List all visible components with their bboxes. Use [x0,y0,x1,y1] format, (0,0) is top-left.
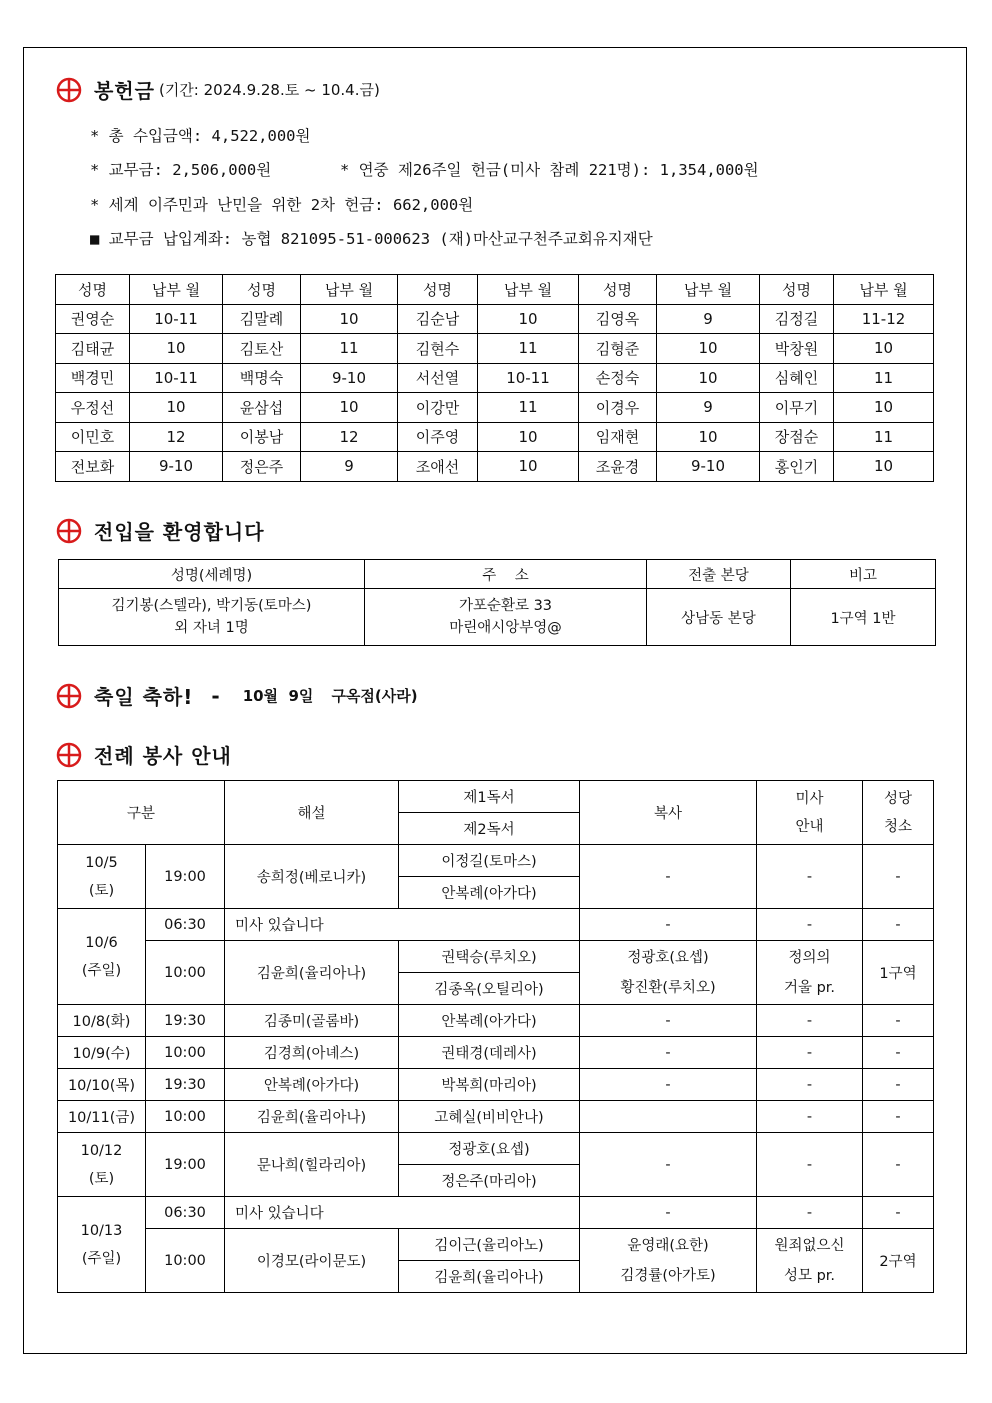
payer-name: 김영옥 [579,304,657,334]
time-cell: 10:00 [146,1037,225,1069]
payer-name: 김현수 [398,334,478,364]
welcome-name-cell [59,589,365,646]
time-cell: 19:00 [146,1133,225,1197]
feast-heading [56,681,418,710]
welcome-col-note: 비고 [791,560,936,589]
time-cell: 06:30 [146,909,225,941]
col-name: 성명 [56,275,130,305]
time-cell: 10:00 [146,941,225,1005]
date-cell: 10/9(수) [58,1037,146,1069]
offering-second: * 세계 이주민과 난민을 위한 2차 헌금: 662,000원 [90,196,474,214]
table-row [58,1197,934,1229]
circle-cross-icon [56,77,82,103]
payer-name: 정은주 [223,452,301,482]
guide: - [757,1005,863,1037]
welcome-header-row [59,560,936,589]
table-row [56,304,934,334]
col-month: 납부 월 [657,275,760,305]
col-name: 성명 [398,275,478,305]
welcome-note: 1구역 1반 [791,589,936,646]
server-1: 윤영래(요한) [627,1237,709,1254]
payer-name: 김형준 [579,334,657,364]
cleaning: 1구역 [863,941,934,1005]
guide: - [757,909,863,941]
time-cell: 10:00 [146,1101,225,1133]
payer-name: 조윤경 [579,452,657,482]
reader1: 박복희(마리아) [399,1069,580,1101]
payment-month: 11 [834,363,934,393]
welcome-col-address: 주 소 [365,560,647,589]
welcome-heading [56,516,265,545]
server: - [580,845,757,909]
table-row [58,909,934,941]
reader1: 김이근(율리아노) [399,1229,580,1261]
tithe-payment-table [55,274,934,482]
guide: - [757,1197,863,1229]
reader1: 정광호(요셉) [399,1133,580,1165]
cleaning: - [863,1037,934,1069]
welcome-table [58,559,936,646]
server [580,1101,757,1133]
payer-name: 이강만 [398,393,478,423]
date-cell: 10/10(목) [58,1069,146,1101]
commentator: 송희정(베로니카) [225,845,399,909]
server [580,1229,757,1293]
reader1: 안복례(아가다) [399,1005,580,1037]
payer-name: 장점순 [760,422,834,452]
cleaning: - [863,845,934,909]
reader1: 권택승(루치오) [399,941,580,973]
payment-month: 12 [301,422,398,452]
table-row [56,393,934,423]
payer-name: 이주영 [398,422,478,452]
date-day: (토) [88,1170,115,1187]
payment-month: 10 [657,334,760,364]
payer-name: 홍인기 [760,452,834,482]
h-reading2: 제2독서 [399,813,580,845]
reader2: 김윤희(율리아나) [399,1261,580,1293]
server: - [580,1037,757,1069]
guide-1: 원죄없으신 [774,1237,845,1254]
guide [757,941,863,1005]
server: - [580,909,757,941]
server: - [580,1133,757,1197]
payment-month: 10 [657,422,760,452]
time-cell: 19:30 [146,1005,225,1037]
circle-cross-icon [56,683,82,709]
payment-month: 11 [478,334,579,364]
col-month: 납부 월 [301,275,398,305]
table-row [58,1133,934,1165]
feast-person: 구옥점(사라) [331,687,418,705]
payment-month: 11 [301,334,398,364]
circle-cross-icon [56,742,82,768]
guide: - [757,1037,863,1069]
payment-month: 10 [834,393,934,423]
h-guide-1: 미사 [795,790,824,807]
payment-month: 10 [130,393,223,423]
payment-month: 9-10 [130,452,223,482]
liturgy-title: 전례 봉사 안내 [94,744,232,768]
col-month: 납부 월 [130,275,223,305]
date-cell [58,1133,146,1197]
h-commentary: 해설 [225,781,399,845]
payment-month: 12 [130,422,223,452]
date-day: (주일) [81,1250,122,1267]
payer-name: 김토산 [223,334,301,364]
h-guide [757,781,863,845]
liturgy-header-row-1 [58,781,934,813]
cleaning: - [863,1197,934,1229]
server: - [580,1069,757,1101]
table-row [56,334,934,364]
reader2: 김종옥(오틸리아) [399,973,580,1005]
col-name: 성명 [223,275,301,305]
payer-name: 서선열 [398,363,478,393]
payment-month: 10 [834,334,934,364]
payer-name: 전보화 [56,452,130,482]
guide-1: 정의의 [788,949,831,966]
welcome-parish: 상남동 본당 [647,589,791,646]
payer-name: 윤삼섭 [223,393,301,423]
guide-2: 거울 pr. [783,979,836,996]
date-line: 10/5 [85,854,118,871]
table-row [58,1229,934,1261]
cleaning: 2구역 [863,1229,934,1293]
table-row [56,363,934,393]
guide: - [757,845,863,909]
payment-month: 10-11 [130,304,223,334]
cleaning: - [863,909,934,941]
cleaning: - [863,1101,934,1133]
feast-title: 축일 축하! [94,685,194,709]
commentator: 김종미(골롬바) [225,1005,399,1037]
payer-name: 백명숙 [223,363,301,393]
commentator: 김윤희(율리아나) [225,1101,399,1133]
liturgy-table [57,780,934,1293]
h-clean-2: 청소 [884,818,913,835]
reader1: 고혜실(비비안나) [399,1101,580,1133]
date-day: (주일) [81,962,122,979]
date-day: (토) [88,882,115,899]
payer-name: 이봉남 [223,422,301,452]
payer-name: 이무기 [760,393,834,423]
col-month: 납부 월 [834,275,934,305]
table-row [58,845,934,877]
payer-name: 우정선 [56,393,130,423]
payment-month: 10 [301,304,398,334]
commentator: 이경모(라이문도) [225,1229,399,1293]
payer-name: 이경우 [579,393,657,423]
welcome-col-parish: 전출 본당 [647,560,791,589]
table-row [58,1037,934,1069]
server-2: 황진환(루치오) [620,979,716,996]
offering-heading [56,75,380,104]
date-line: 10/6 [85,934,118,951]
payer-name: 김말례 [223,304,301,334]
server-1: 정광호(요셉) [627,949,709,966]
h-cleaning [863,781,934,845]
offering-sunday: * 연중 제26주일 헌금(미사 참례 221명): 1,354,000원 [340,161,759,179]
reader2: 정은주(마리아) [399,1165,580,1197]
table-row [58,1101,934,1133]
cleaning: - [863,1133,934,1197]
time-cell: 06:30 [146,1197,225,1229]
table-row [58,941,934,973]
guide-2: 성모 pr. [783,1267,836,1284]
reader1: 이정길(토마스) [399,845,580,877]
guide: - [757,1069,863,1101]
welcome-name-line1: 김기봉(스텔라), 박기동(토마스) [111,598,312,614]
commentator: 김윤희(율리아나) [225,941,399,1005]
server-2: 김경률(아가토) [620,1267,716,1284]
offering-title: 봉헌금 [94,79,155,103]
circle-cross-icon [56,518,82,544]
date-cell: 10/8(화) [58,1005,146,1037]
server [580,941,757,1005]
col-name: 성명 [579,275,657,305]
feast-date: 10월 9일 [242,687,314,705]
col-name: 성명 [760,275,834,305]
payment-month: 10 [478,452,579,482]
payer-name: 백경민 [56,363,130,393]
commentator: 김경희(아녜스) [225,1037,399,1069]
offering-tithe: * 교무금: 2,506,000원 [90,161,272,179]
commentator: 안복례(아가다) [225,1069,399,1101]
server: - [580,1197,757,1229]
offering-total: * 총 수입금액: 4,522,000원 [90,127,311,145]
time-cell: 19:00 [146,845,225,909]
payer-name: 조애선 [398,452,478,482]
payment-month: 10 [478,422,579,452]
payer-name: 이민호 [56,422,130,452]
h-reading1: 제1독서 [399,781,580,813]
date-cell [58,1197,146,1293]
payment-month: 10-11 [478,363,579,393]
h-server: 복사 [580,781,757,845]
welcome-col-name: 성명(세례명) [59,560,365,589]
guide: - [757,1101,863,1133]
table-row [56,452,934,482]
col-month: 납부 월 [478,275,579,305]
welcome-addr-line2: 마린애시앙부영@ [449,620,562,636]
payer-name: 김정길 [760,304,834,334]
payment-month: 11 [478,393,579,423]
cleaning: - [863,1069,934,1101]
table-row [58,1005,934,1037]
payer-name: 임재현 [579,422,657,452]
h-division: 구분 [58,781,225,845]
h-clean-1: 성당 [884,790,913,807]
payment-month: 9 [301,452,398,482]
date-line: 10/12 [80,1142,123,1159]
welcome-row [59,589,936,646]
tithe-header-row [56,275,934,305]
payer-name: 권영순 [56,304,130,334]
payer-name: 손정숙 [579,363,657,393]
payment-month: 9-10 [301,363,398,393]
payment-month: 11-12 [834,304,934,334]
server: - [580,1005,757,1037]
time-cell: 19:30 [146,1069,225,1101]
payment-month: 9 [657,304,760,334]
welcome-name-line2: 외 자녀 1명 [174,620,249,636]
payer-name: 김순남 [398,304,478,334]
liturgy-heading [56,740,232,769]
payment-month: 11 [834,422,934,452]
payer-name: 박창원 [760,334,834,364]
table-row [58,1069,934,1101]
feast-dash: - [211,683,221,708]
table-row [56,422,934,452]
guide [757,1229,863,1293]
payment-month: 10 [834,452,934,482]
date-cell [58,909,146,1005]
cleaning: - [863,1005,934,1037]
payment-month: 9-10 [657,452,760,482]
welcome-address-cell [365,589,647,646]
payment-month: 9 [657,393,760,423]
mass-note: 미사 있습니다 [225,1197,580,1229]
payment-month: 10 [130,334,223,364]
payer-name: 김태균 [56,334,130,364]
welcome-title: 전입을 환영합니다 [94,520,265,544]
offering-account: ■ 교무금 납입계좌: 농협 821095-51-000623 (재)마산교구천주교회유지재단 [90,230,653,248]
time-cell: 10:00 [146,1229,225,1293]
date-cell: 10/11(금) [58,1101,146,1133]
mass-note: 미사 있습니다 [225,909,580,941]
payment-month: 10-11 [130,363,223,393]
offering-period: (기간: 2024.9.28.토 ~ 10.4.금) [158,81,380,99]
reader2: 안복례(아가다) [399,877,580,909]
payer-name: 심혜인 [760,363,834,393]
welcome-addr-line1: 가포순환로 33 [458,598,553,614]
reader1: 권태경(데레사) [399,1037,580,1069]
h-guide-2: 안내 [795,818,824,835]
guide: - [757,1133,863,1197]
payment-month: 10 [301,393,398,423]
date-cell [58,845,146,909]
payment-month: 10 [478,304,579,334]
payment-month: 10 [657,363,760,393]
commentator: 문나희(힐라리아) [225,1133,399,1197]
date-line: 10/13 [80,1222,123,1239]
